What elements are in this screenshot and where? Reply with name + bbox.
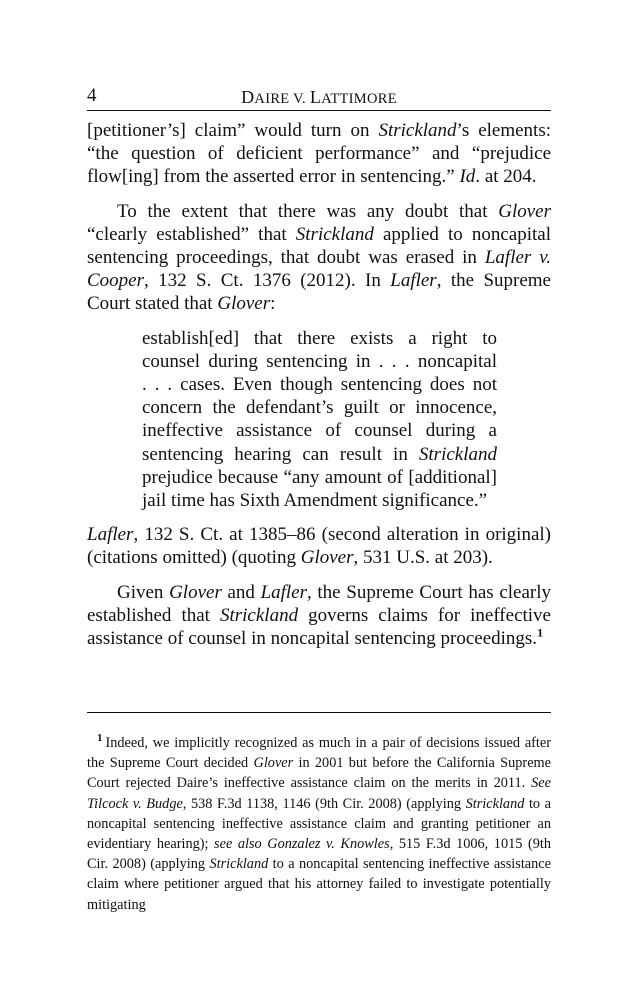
footnote-divider [87,712,551,713]
opinion-body [87,119,551,650]
block-quote: establish[ed] that there exists a right to counsel during sentencing in . . . noncapital . . . cases. Even though sentencing does not concern the defendant’s guilt or innocence, ineffective assistance of counsel during a sentencing hearing can result in Strickland prejudice because “any amount of [additional] jail time has Sixth Amendment significance.” [142,327,497,512]
footnote-1: $^1$ Indeed, we implicitly recognized as much in a pair of decisions issued after the Supreme Court decided Glover in 2001 but before the California Supreme Court rejected Daire’s ineffective assistance claim on the merits in 2011. See Tilcock v. Budge, 538 F.3d 1138, 1146 (9th Cir. 2008) (applying Strickland to a noncapital sentencing ineffective assistance claim and granting petitioner an evidentiary hearing); see also Gonzalez v. Knowles, 515 F.3d 1006, 1015 (9th Cir. 2008) (applying Strickland to a noncapital sentencing ineffective assistance claim where petitioner argued that his attorney failed to investigate potentially mitigating [87,732,552,913]
paragraph-3: Lafler, 132 S. Ct. at 1385–86 (second alteration in original) (citations omitted) (quoting Glover, 531 U.S. at 203). [87,524,551,569]
page-number: 4 [87,85,97,106]
paragraph-4: Given Glover and Lafler, the Supreme Court has clearly established that Strickland governs claims for ineffective assistance of counsel in noncapital sentencing proceedings.$^1$ [87,581,551,650]
paragraph-1: [petitioner’s] claim” would turn on Strickland’s elements: “the question of deficient performance” and “prejudice flow[ing] from the asserted error in sentencing.” Id. at 204. [87,120,551,188]
footnote-marker: 1 [97,732,103,745]
case-title: DAIRE V. LATTIMORE [241,87,397,107]
running-header [87,86,551,111]
paragraph-2: To the extent that there was any doubt that Glover “clearly established” that Strickland applied to noncapital sentencing proceedings, that doubt was erased in Lafler v. Cooper, 132 S. Ct. 1376 (2012). In Lafler, the Supreme Court stated that Glover: [87,200,552,315]
footnote-reference[interactable]: 1 [537,625,544,640]
